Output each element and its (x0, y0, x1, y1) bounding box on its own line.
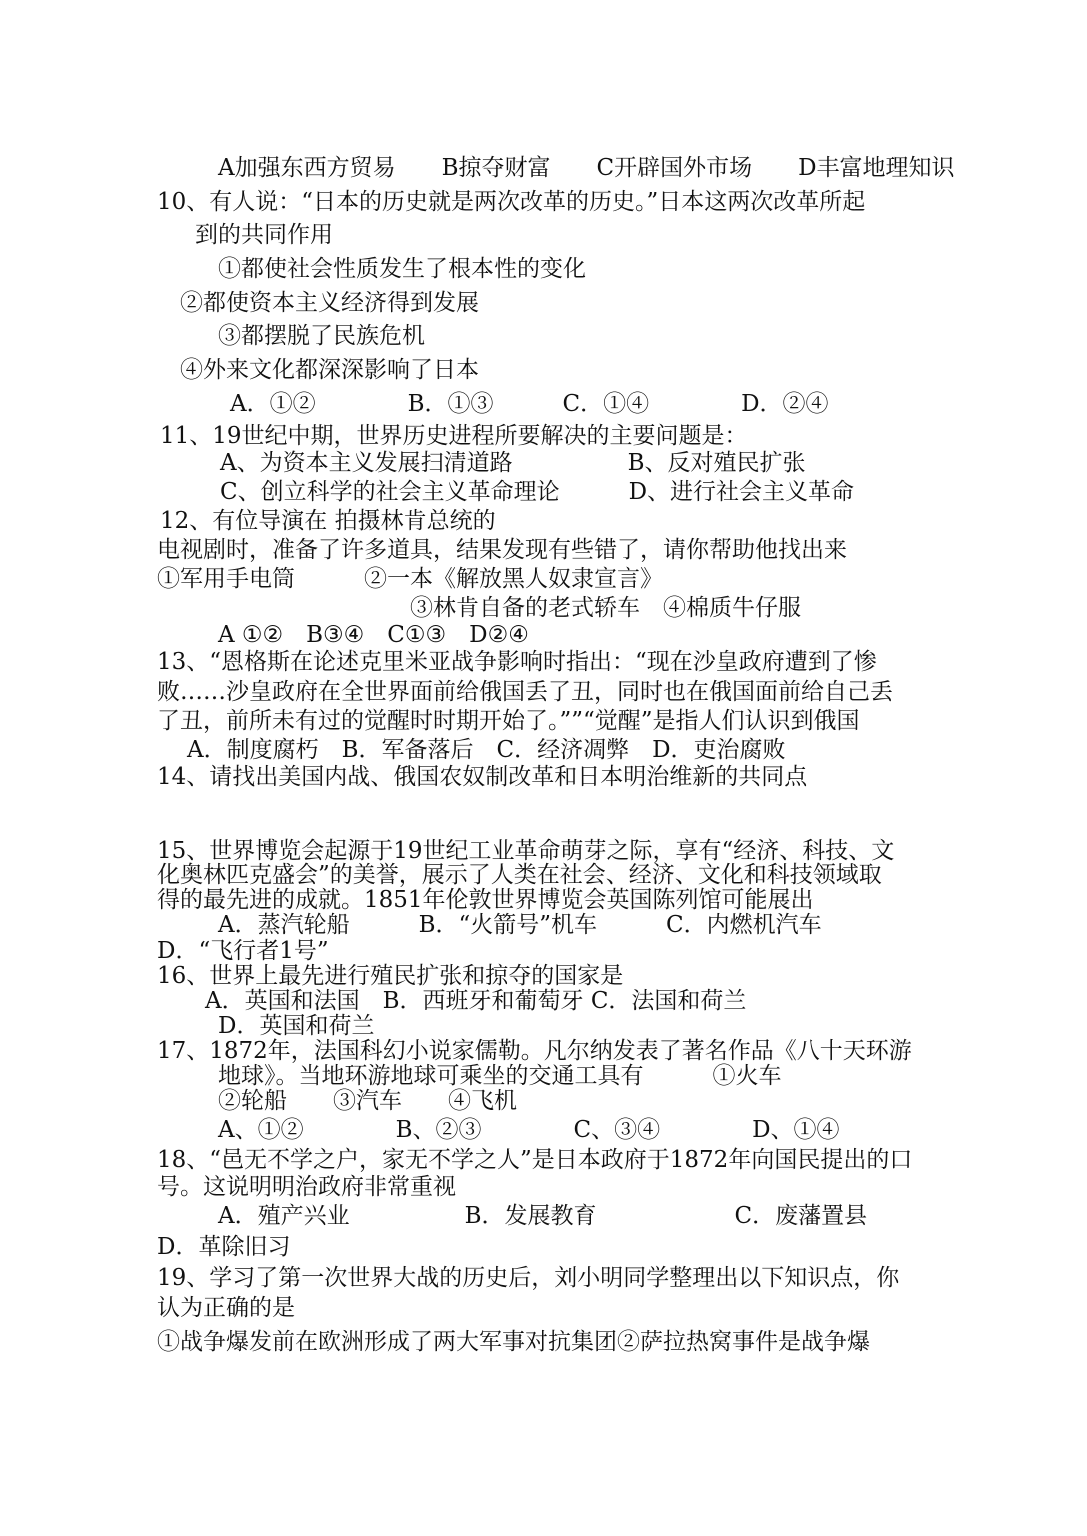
q11-options-line-1: A、为资本主义发展扫清道路 B、反对殖民扩张 (220, 450, 806, 476)
q18-stem-line-1: 18、“邑无不学之户，家无不学之人”是日本政府于1872年向国民提出的口 (157, 1147, 913, 1173)
q11-stem-line: 11、19世纪中期，世界历史进程所要解决的主要问题是： (160, 423, 748, 449)
q13-stem-line-2: 败……沙皇政府在全世界面前给俄国丢了丑，同时也在俄国面前给自己丢 (157, 679, 893, 705)
q10-item-4: ④外来文化都深深影响了日本 (180, 357, 479, 383)
q9-options-line: A加强东西方贸易 B掠夺财富 C开辟国外市场 D丰富地理知识 (218, 155, 955, 181)
q13-options-line: A．制度腐朽 B．军备落后 C．经济凋弊 D．吏治腐败 (187, 737, 786, 763)
q14-stem-line: 14、请找出美国内战、俄国农奴制改革和日本明治维新的共同点 (157, 764, 808, 790)
q19-stem-line-2: 认为正确的是 (157, 1295, 295, 1321)
q17-items-line: ②轮船 ③汽车 ④飞机 (218, 1088, 517, 1114)
q12-items-line-2: ③林肯自备的老式轿车 ④棉质牛仔服 (410, 595, 801, 621)
q17-stem-line-2: 地球》。当地环游地球可乘坐的交通工具有 ①火车 (218, 1063, 782, 1089)
q15-options-line-2: D．“飞行者1号” (157, 938, 329, 964)
q12-stem-line-2: 电视剧时，准备了许多道具，结果发现有些错了，请你帮助他找出来 (157, 537, 847, 563)
q17-options-line: A、①② B、②③ C、③④ D、①④ (218, 1117, 840, 1143)
q19-items-line-1: ①战争爆发前在欧洲形成了两大军事对抗集团②萨拉热窝事件是战争爆 (157, 1329, 870, 1355)
q15-options-line-1: A．蒸汽轮船 B．“火箭号”机车 C．内燃机汽车 (218, 912, 822, 938)
q17-stem-line-1: 17、1872年，法国科幻小说家儒勒。凡尔纳发表了著名作品《八十天环游 (157, 1038, 912, 1064)
q15-stem-line-3: 得的最先进的成就。1851年伦敦世界博览会英国陈列馆可能展出 (157, 887, 814, 913)
q10-options-line: A．①② B．①③ C．①④ D．②④ (230, 391, 829, 417)
q15-stem-line-2: 化奥林匹克盛会”的美誉，展示了人类在社会、经济、文化和科技领域取 (157, 862, 882, 888)
q11-options-line-2: C、创立科学的社会主义革命理论 D、进行社会主义革命 (220, 479, 855, 505)
q18-options-line-1: A．殖产兴业 B．发展教育 C．废藩置县 (218, 1203, 868, 1229)
q10-item-3: ③都摆脱了民族危机 (218, 323, 425, 349)
q12-items-line-1: ①军用手电筒 ②一本《解放黑人奴隶宣言》 (157, 566, 663, 592)
q10-item-1: ①都使社会性质发生了根本性的变化 (218, 256, 586, 282)
q18-options-line-2: D．革除旧习 (157, 1234, 291, 1260)
q16-options-line-2: D．英国和荷兰 (218, 1013, 375, 1039)
q13-stem-line-3: 了丑，前所未有过的觉醒时时期开始了。””“觉醒”是指人们认识到俄国 (157, 708, 860, 734)
q10-item-2: ②都使资本主义经济得到发展 (180, 290, 479, 316)
q15-stem-line-1: 15、世界博览会起源于19世纪工业革命萌芽之际，享有“经济、科技、文 (157, 838, 895, 864)
q16-options-line-1: A．英国和法国 B．西班牙和葡萄牙 C．法国和荷兰 (205, 988, 747, 1014)
q10-stem-line-1: 10、有人说：“日本的历史就是两次改革的历史。”日本这两次改革所起 (157, 189, 866, 215)
q13-stem-line-1: 13、“恩格斯在论述克里米亚战争影响时指出：“现在沙皇政府遭到了惨 (157, 649, 877, 675)
q16-stem-line: 16、世界上最先进行殖民扩张和掠夺的国家是 (157, 963, 624, 989)
q12-options-line: A ①② B③④ C①③ D②④ (218, 622, 529, 648)
q10-stem-line-2: 到的共同作用 (195, 222, 333, 248)
q18-stem-line-2: 号。这说明明治政府非常重视 (157, 1174, 456, 1200)
q12-stem-line-1: 12、有位导演在 拍摄林肯总统的 (160, 508, 496, 534)
q19-stem-line-1: 19、学习了第一次世界大战的历史后，刘小明同学整理出以下知识点，你 (157, 1265, 900, 1291)
